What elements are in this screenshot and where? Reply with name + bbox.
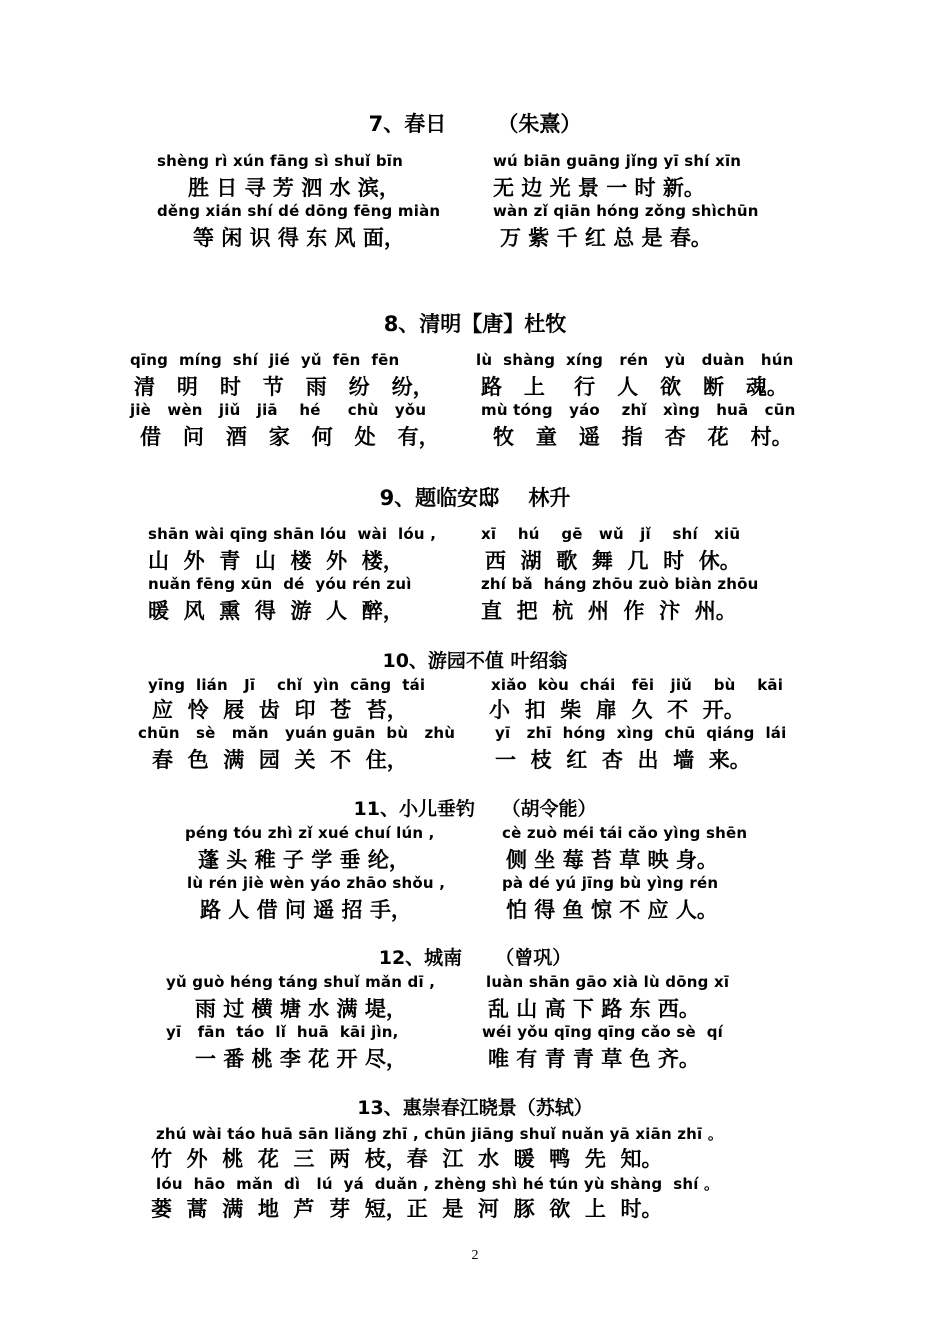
- poem-title: 10、游园不值 叶绍翁: [382, 650, 568, 672]
- hanzi-line: 暖 风 熏 得 游 人 醉，: [148, 599, 404, 623]
- pinyin-line: yī fān táo lǐ huā kāi jìn,: [166, 1023, 399, 1041]
- hanzi-line: 蒌 蒿 满 地 芦 芽 短，正 是 河 豚 欲 上 时。: [151, 1197, 663, 1221]
- hanzi-line: 怕 得 鱼 惊 不 应 人。: [506, 898, 718, 922]
- pinyin-line: shān wài qīng shān lóu wài lóu ,: [148, 525, 437, 543]
- hanzi-line: 路 人 借 问 遥 招 手，: [200, 898, 412, 922]
- hanzi-line: 一 枝 红 杏 出 墙 来。: [495, 748, 751, 772]
- pinyin-line: jiè wèn jiǔ jiā hé chù yǒu: [130, 401, 427, 419]
- pinyin-line: shèng rì xún fāng sì shuǐ bīn: [157, 152, 404, 170]
- hanzi-line: 无 边 光 景 一 时 新。: [493, 176, 705, 200]
- hanzi-line: 小 扣 柴 扉 久 不 开。: [489, 698, 745, 722]
- pinyin-line: péng tóu zhì zǐ xué chuí lún ,: [185, 824, 435, 842]
- poem-title: 11、小儿垂钓 （胡令能）: [353, 798, 597, 820]
- pinyin-line: lóu hāo mǎn dì lú yá duǎn , zhèng shì hé tún yù shàng shí 。: [156, 1175, 720, 1193]
- pinyin-line: nuǎn fēng xūn dé yóu rén zuì: [148, 575, 412, 593]
- hanzi-line: 牧 童 遥 指 杏 花 村。: [493, 425, 793, 449]
- hanzi-line: 借 问 酒 家 何 处 有，: [140, 425, 440, 449]
- pinyin-line: luàn shān gāo xià lù dōng xī: [486, 973, 730, 991]
- hanzi-line: 山 外 青 山 楼 外 楼，: [148, 549, 404, 573]
- hanzi-line: 直 把 杭 州 作 汴 州。: [481, 599, 737, 623]
- pinyin-line: zhú wài táo huā sān liǎng zhī , chūn jiāng shuǐ nuǎn yā xiān zhī 。: [156, 1125, 724, 1143]
- poem-title: 13、惠崇春江晓景（苏轼）: [357, 1097, 593, 1119]
- hanzi-line: 春 色 满 园 关 不 住，: [152, 748, 408, 772]
- hanzi-line: 竹 外 桃 花 三 两 枝，春 江 水 暖 鸭 先 知。: [151, 1147, 663, 1171]
- poem-title: 7、春日 （朱熹）: [368, 112, 582, 136]
- pinyin-line: yǔ guò héng táng shuǐ mǎn dī ,: [166, 973, 436, 991]
- hanzi-line: 雨 过 横 塘 水 满 堤，: [195, 997, 407, 1021]
- pinyin-line: yīng lián Jī chǐ yìn cāng tái: [148, 676, 426, 694]
- hanzi-line: 唯 有 青 青 草 色 齐。: [488, 1047, 700, 1071]
- hanzi-line: 侧 坐 莓 苔 草 映 身。: [506, 848, 718, 872]
- pinyin-line: děng xián shí dé dōng fēng miàn: [157, 202, 441, 220]
- pinyin-line: lù rén jiè wèn yáo zhāo shǒu ,: [187, 874, 446, 892]
- pinyin-line: lù shàng xíng rén yù duàn hún: [476, 351, 794, 369]
- pinyin-line: wàn zǐ qiān hóng zǒng shìchūn: [493, 202, 759, 220]
- hanzi-line: 西 湖 歌 舞 几 时 休。: [485, 549, 741, 573]
- pinyin-line: xiǎo kòu chái fēi jiǔ bù kāi: [491, 676, 784, 694]
- hanzi-line: 胜 日 寻 芳 泗 水 滨，: [188, 176, 400, 200]
- hanzi-line: 清 明 时 节 雨 纷 纷，: [134, 375, 434, 399]
- hanzi-line: 等 闲 识 得 东 风 面，: [193, 226, 405, 250]
- poem-title: 12、城南 （曾巩）: [378, 947, 572, 969]
- page-number: 2: [471, 1248, 479, 1263]
- pinyin-line: wéi yǒu qīng qīng cǎo sè qí: [482, 1023, 723, 1041]
- hanzi-line: 蓬 头 稚 子 学 垂 纶，: [198, 848, 410, 872]
- pinyin-line: wú biān guāng jǐng yī shí xīn: [493, 152, 742, 170]
- hanzi-line: 万 紫 千 红 总 是 春。: [500, 226, 712, 250]
- pinyin-line: zhí bǎ háng zhōu zuò biàn zhōu: [481, 575, 759, 593]
- pinyin-line: qīng míng shí jié yǔ fēn fēn: [130, 351, 400, 369]
- pinyin-line: yī zhī hóng xìng chū qiáng lái: [495, 724, 787, 742]
- pinyin-line: pà dé yú jīng bù yìng rén: [502, 874, 719, 892]
- hanzi-line: 乱 山 高 下 路 东 西。: [488, 997, 700, 1021]
- pinyin-line: chūn sè mǎn yuán guān bù zhù: [138, 724, 456, 742]
- poem-title: 8、清明【唐】杜牧: [383, 312, 567, 336]
- hanzi-line: 应 怜 屐 齿 印 苍 苔，: [152, 698, 408, 722]
- poem-title: 9、题临安邸 林升: [379, 486, 571, 510]
- hanzi-line: 路 上 行 人 欲 断 魂。: [481, 375, 788, 399]
- pinyin-line: cè zuò méi tái cǎo yìng shēn: [502, 824, 748, 842]
- pinyin-line: mù tóng yáo zhǐ xìng huā cūn: [481, 401, 796, 419]
- pinyin-line: xī hú gē wǔ jǐ shí xiū: [481, 525, 741, 543]
- hanzi-line: 一 番 桃 李 花 开 尽，: [195, 1047, 407, 1071]
